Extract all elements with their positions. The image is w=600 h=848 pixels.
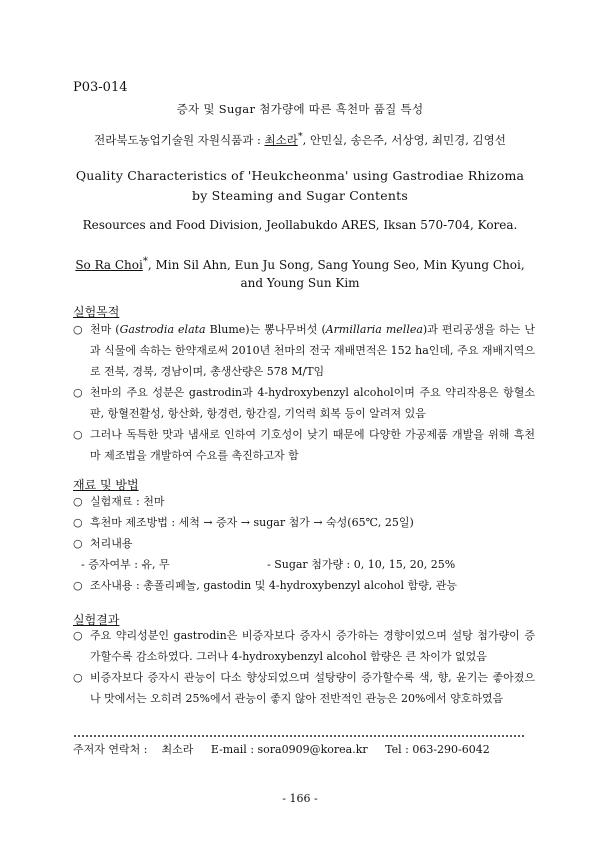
section-methods-body: [73, 491, 535, 596]
section-purpose-body: [73, 319, 535, 466]
coauthors-english-line1: , Min Sil Ahn, Eun Ju Song, Sang Young Seo, Min Kyung Choi,: [147, 258, 525, 272]
bullet-item: ○ 실험재료 : 천마: [73, 495, 165, 508]
scientific-name: Gastrodia elata: [119, 323, 206, 336]
authors-korean: [60, 131, 540, 148]
bullet-item: ○ 처리내용: [73, 537, 133, 550]
title-english-line2: by Steaming and Sugar Contents: [192, 188, 408, 203]
abstract-code: P03-014: [73, 80, 128, 95]
title-korean: 증자 및 Sugar 첨가량에 따른 흑천마 품질 특성: [176, 102, 424, 116]
contact-line: [73, 741, 490, 757]
presenting-author-english: So Ra Choi: [75, 258, 143, 272]
bullet-mark: ○: [73, 323, 83, 336]
section-results-body: [73, 625, 535, 709]
bullet-item: ○ 주요 약리성분인 gastrodin은 비증자보다 증자시 증가하는 경향이었으며 설탕 첨가량이 증가할수록 감소하였다. 그러나 4-hydroxybenzyl alcohol 함량은 큰 차이가 없었음: [73, 629, 535, 663]
title-english: [60, 166, 540, 206]
presenting-author-korean: 최소라: [264, 132, 298, 147]
bullet-item: ○ 천마의 주요 성분은 gastrodin과 4-hydroxybenzyl alcohol이며 주요 약리작용은 항혈소판, 항혈전활성, 항산화, 항경련, 항간질, 기억력 회복 등이 알려져 있음: [73, 382, 535, 424]
contact-name: 최소라: [161, 743, 194, 756]
affiliation-korean: 전라북도농업기술원 자원식품과 :: [94, 132, 261, 147]
contact-label: 주저자 연락처 :: [73, 743, 148, 756]
bullet-mark: ○: [73, 428, 83, 441]
section-heading-results: 실험결과: [73, 613, 120, 627]
section-heading-purpose: 실험목적: [73, 305, 120, 319]
bullet-item: ○ 천마 (Gastrodia elata Blume)는 뽕나무버섯 (Armillaria mellea)과 편리공생을 하는 난과 식물에 속하는 한약재로써 2010년 천마의 전국 재배면적은 152 ha인데, 주요 재배지역으로 전북, 경북, 경남이며, 총생산량은 578 M/T임: [73, 319, 535, 382]
section-heading-methods: 재료 및 방법: [73, 478, 139, 492]
sub-item: - 증자여부 : 유, 무 - Sugar 첨가량 : 0, 10, 15, 20, 25%: [81, 558, 456, 571]
bullet-item: ○ 흑천마 제조방법 : 세척 → 증자 → sugar 첨가 → 숙성(65℃, 25일): [73, 516, 414, 529]
bullet-item: ○ 조사내용 : 총폴리페놀, gastodin 및 4-hydroxybenzyl alcohol 함량, 관능: [73, 579, 457, 592]
bullet-item: ○ 비증자보다 증자시 관능이 다소 향상되었으며 설탕량이 증가할수록 색, 향, 윤기는 좋아졌으나 맛에서는 오히려 25%에서 관능이 좋지 않아 전반적인 관능은 20%에서 양호하였음: [73, 671, 535, 705]
bullet-item: ○ 그러나 독특한 맛과 냄새로 인하여 기호성이 낮기 때문에 다양한 가공제품 개발을 위해 흑천마 제조법을 개발하여 수요를 촉진하고자 함: [73, 424, 535, 466]
coauthors-korean: , 안민실, 송은주, 서상영, 최민경, 김영선: [302, 132, 506, 147]
contact-email: E-mail : sora0909@korea.kr: [210, 743, 368, 756]
authors-english: [60, 253, 540, 292]
asterisk-en: *: [142, 256, 148, 267]
coauthors-english-line2: and Young Sun Kim: [240, 276, 360, 290]
bullet-mark: ○: [73, 386, 83, 399]
title-english-line1: Quality Characteristics of 'Heukcheonma' using Gastrodiae Rhizoma: [75, 168, 525, 183]
scientific-name: Armillaria mellea: [325, 323, 423, 336]
dotted-divider: [73, 735, 525, 737]
affiliation-english: Resources and Food Division, Jeollabukdo ARES, Iksan 570-704, Korea.: [82, 218, 518, 232]
asterisk: *: [297, 131, 303, 142]
page-number: - 166 -: [282, 792, 318, 805]
contact-tel: Tel : 063-290-6042: [385, 743, 490, 756]
